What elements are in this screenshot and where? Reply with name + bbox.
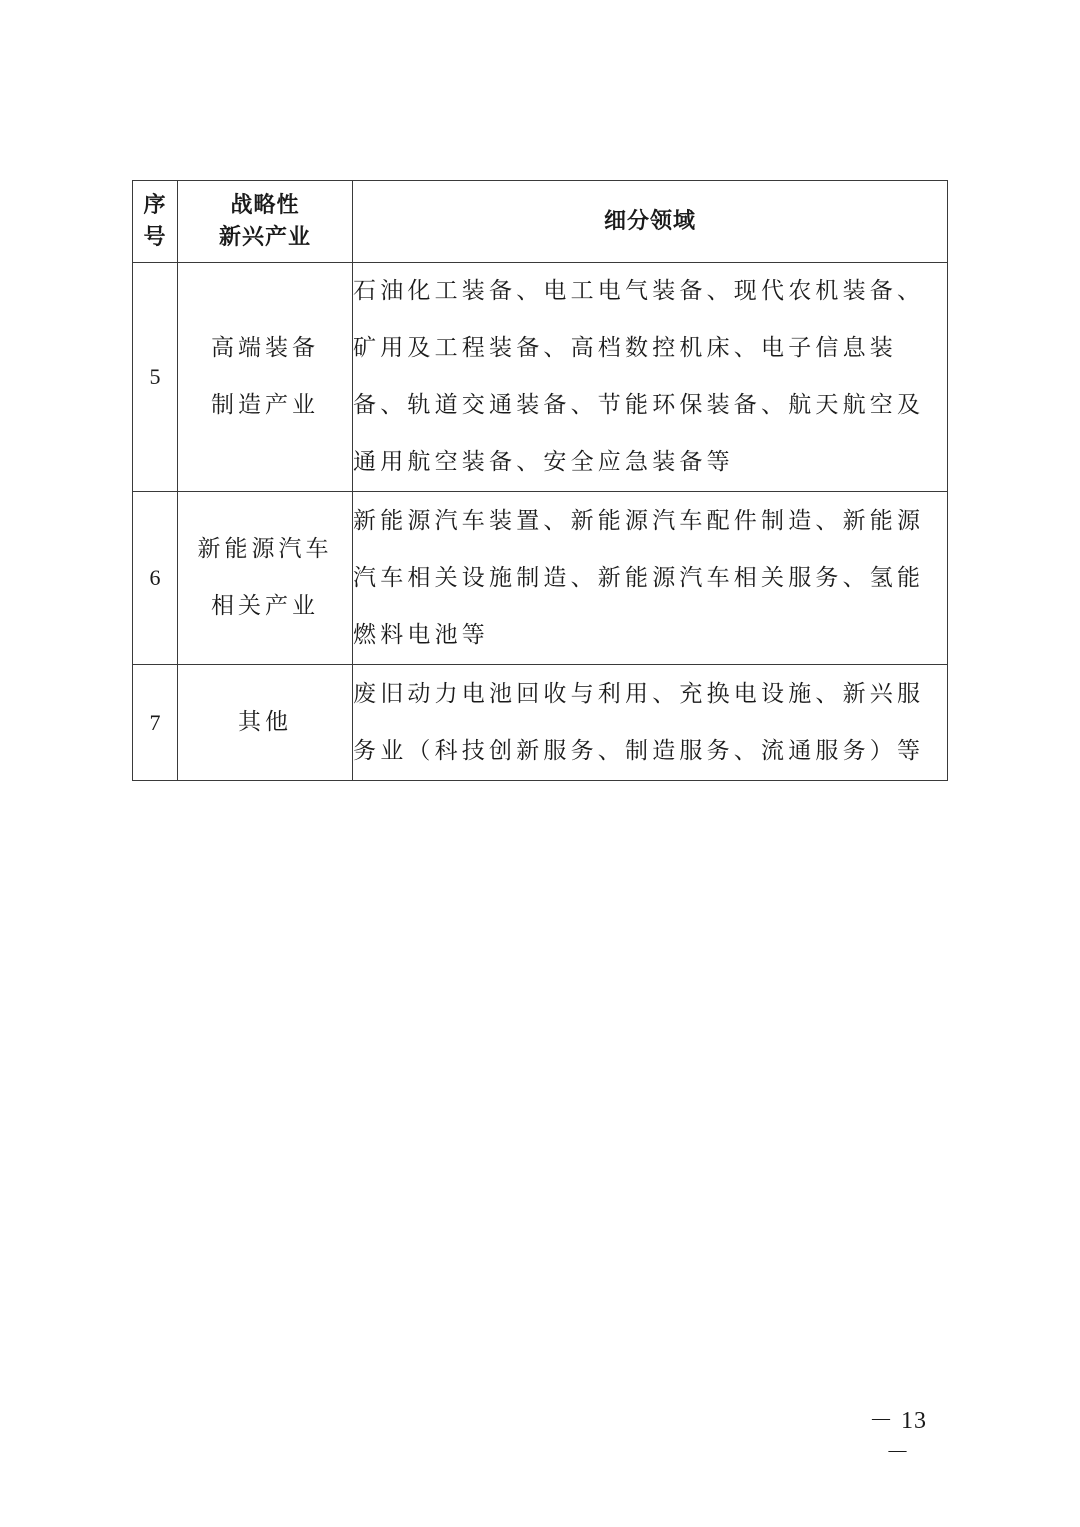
row-serial-number: 7	[133, 665, 178, 781]
page-number: － 13 －	[869, 1408, 927, 1466]
header-strategic-industry: 战略性 新兴产业	[178, 181, 353, 263]
table-row	[133, 492, 948, 665]
table-header-row	[133, 181, 948, 263]
row-subfield: 废旧动力电池回收与利用、充换电设施、新兴服务业（科技创新服务、制造服务、流通服务）等	[353, 665, 948, 781]
table-row	[133, 665, 948, 781]
row-industry: 高端装备 制造产业	[178, 263, 353, 492]
row-industry: 其他	[178, 665, 353, 781]
header-serial-number: 序 号	[133, 181, 178, 263]
row-industry: 新能源汽车 相关产业	[178, 492, 353, 665]
industry-table	[132, 180, 948, 781]
row-serial-number: 6	[133, 492, 178, 665]
header-subfield: 细分领域	[353, 181, 948, 263]
row-serial-number: 5	[133, 263, 178, 492]
row-subfield: 石油化工装备、电工电气装备、现代农机装备、矿用及工程装备、高档数控机床、电子信息装备、轨道交通装备、节能环保装备、航天航空及通用航空装备、安全应急装备等	[353, 263, 948, 492]
row-subfield: 新能源汽车装置、新能源汽车配件制造、新能源汽车相关设施制造、新能源汽车相关服务、氢能燃料电池等	[353, 492, 948, 665]
table-row	[133, 263, 948, 492]
